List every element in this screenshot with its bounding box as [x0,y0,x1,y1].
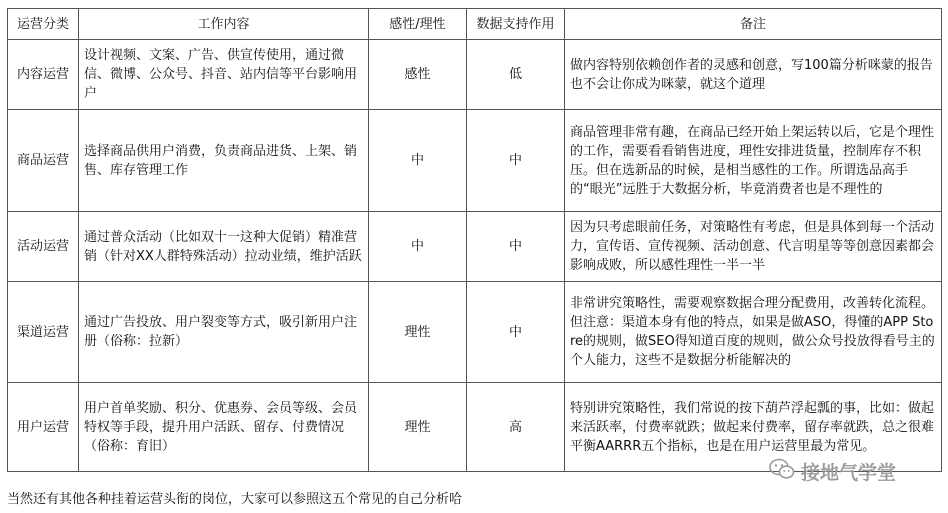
header-sense: 感性/理性 [369,9,467,40]
cell-sense: 感性 [369,40,467,110]
operations-table [7,8,942,472]
table-row [8,40,942,110]
table-row [8,212,942,282]
header-work: 工作内容 [79,9,369,40]
cell-data: 中 [467,110,565,212]
cell-type: 活动运营 [8,212,79,282]
cell-work: 选择商品供用户消费，负责商品进货、上架、销售、库存管理工作 [79,110,369,212]
cell-sense: 中 [369,110,467,212]
table-row [8,282,942,383]
cell-type: 渠道运营 [8,282,79,383]
cell-data: 中 [467,282,565,383]
header-data: 数据支持作用 [467,9,565,40]
cell-note: 做内容特别依赖创作者的灵感和创意，写100篇分析咪蒙的报告也不会让你成为咪蒙，就这个道理 [565,40,942,110]
cell-type: 用户运营 [8,383,79,472]
cell-work: 设计视频、文案、广告、供宣传使用，通过微信、微博、公众号、抖音、站内信等平台影响用户 [79,40,369,110]
wechat-icon [769,458,795,485]
watermark-text: 接地气学堂 [801,461,897,484]
table-row [8,110,942,212]
cell-sense: 中 [369,212,467,282]
footer-text: 当然还有其他各种挂着运营头衔的岗位，大家可以参照这五个常见的自己分析哈 [7,492,463,507]
cell-type: 商品运营 [8,110,79,212]
table-header-row [8,9,942,40]
cell-data: 低 [467,40,565,110]
cell-sense: 理性 [369,383,467,472]
cell-work: 用户首单奖励、积分、优惠券、会员等级、会员特权等手段，提升用户活跃、留存、付费情况（俗称：育旧） [79,383,369,472]
cell-data: 中 [467,212,565,282]
cell-sense: 理性 [369,282,467,383]
cell-type: 内容运营 [8,40,79,110]
cell-note: 商品管理非常有趣，在商品已经开始上架运转以后，它是个理性的工作，需要看看销售进度，理性安排进货量，控制库存不积压。但在选新品的时候，是相当感性的工作。所谓选品高手的“眼光”远胜于大数据分析，毕竟消费者也是不理性的 [565,110,942,212]
cell-work: 通过广告投放、用户裂变等方式，吸引新用户注册（俗称：拉新） [79,282,369,383]
cell-note: 非常讲究策略性，需要观察数据合理分配费用，改善转化流程。但注意：渠道本身有他的特点，如果是做ASO，得懂的APP Store的规则，做SEO得知道百度的规则，做公众号投放得看号主的个人能力，这些不是数据分析能解决的 [565,282,942,383]
watermark [769,459,896,483]
cell-work: 通过普众活动（比如双十一这种大促销）精准营销（针对XX人群特殊活动）拉动业绩，维护活跃 [79,212,369,282]
header-type: 运营分类 [8,9,79,40]
cell-note: 因为只考虑眼前任务，对策略性有考虑，但是具体到每一个活动力，宣传语、宣传视频、活动创意、代言明星等等创意因素都会影响成败，所以感性理性一半一半 [565,212,942,282]
cell-note: 特别讲究策略性，我们常说的按下葫芦浮起瓢的事，比如：做起来活跃率，付费率就跌；做起来付费率，留存率就跌，总之很难平衡AARRR五个指标，也是在用户运营里最为常见。 [565,383,942,472]
header-note: 备注 [565,9,942,40]
cell-data: 高 [467,383,565,472]
